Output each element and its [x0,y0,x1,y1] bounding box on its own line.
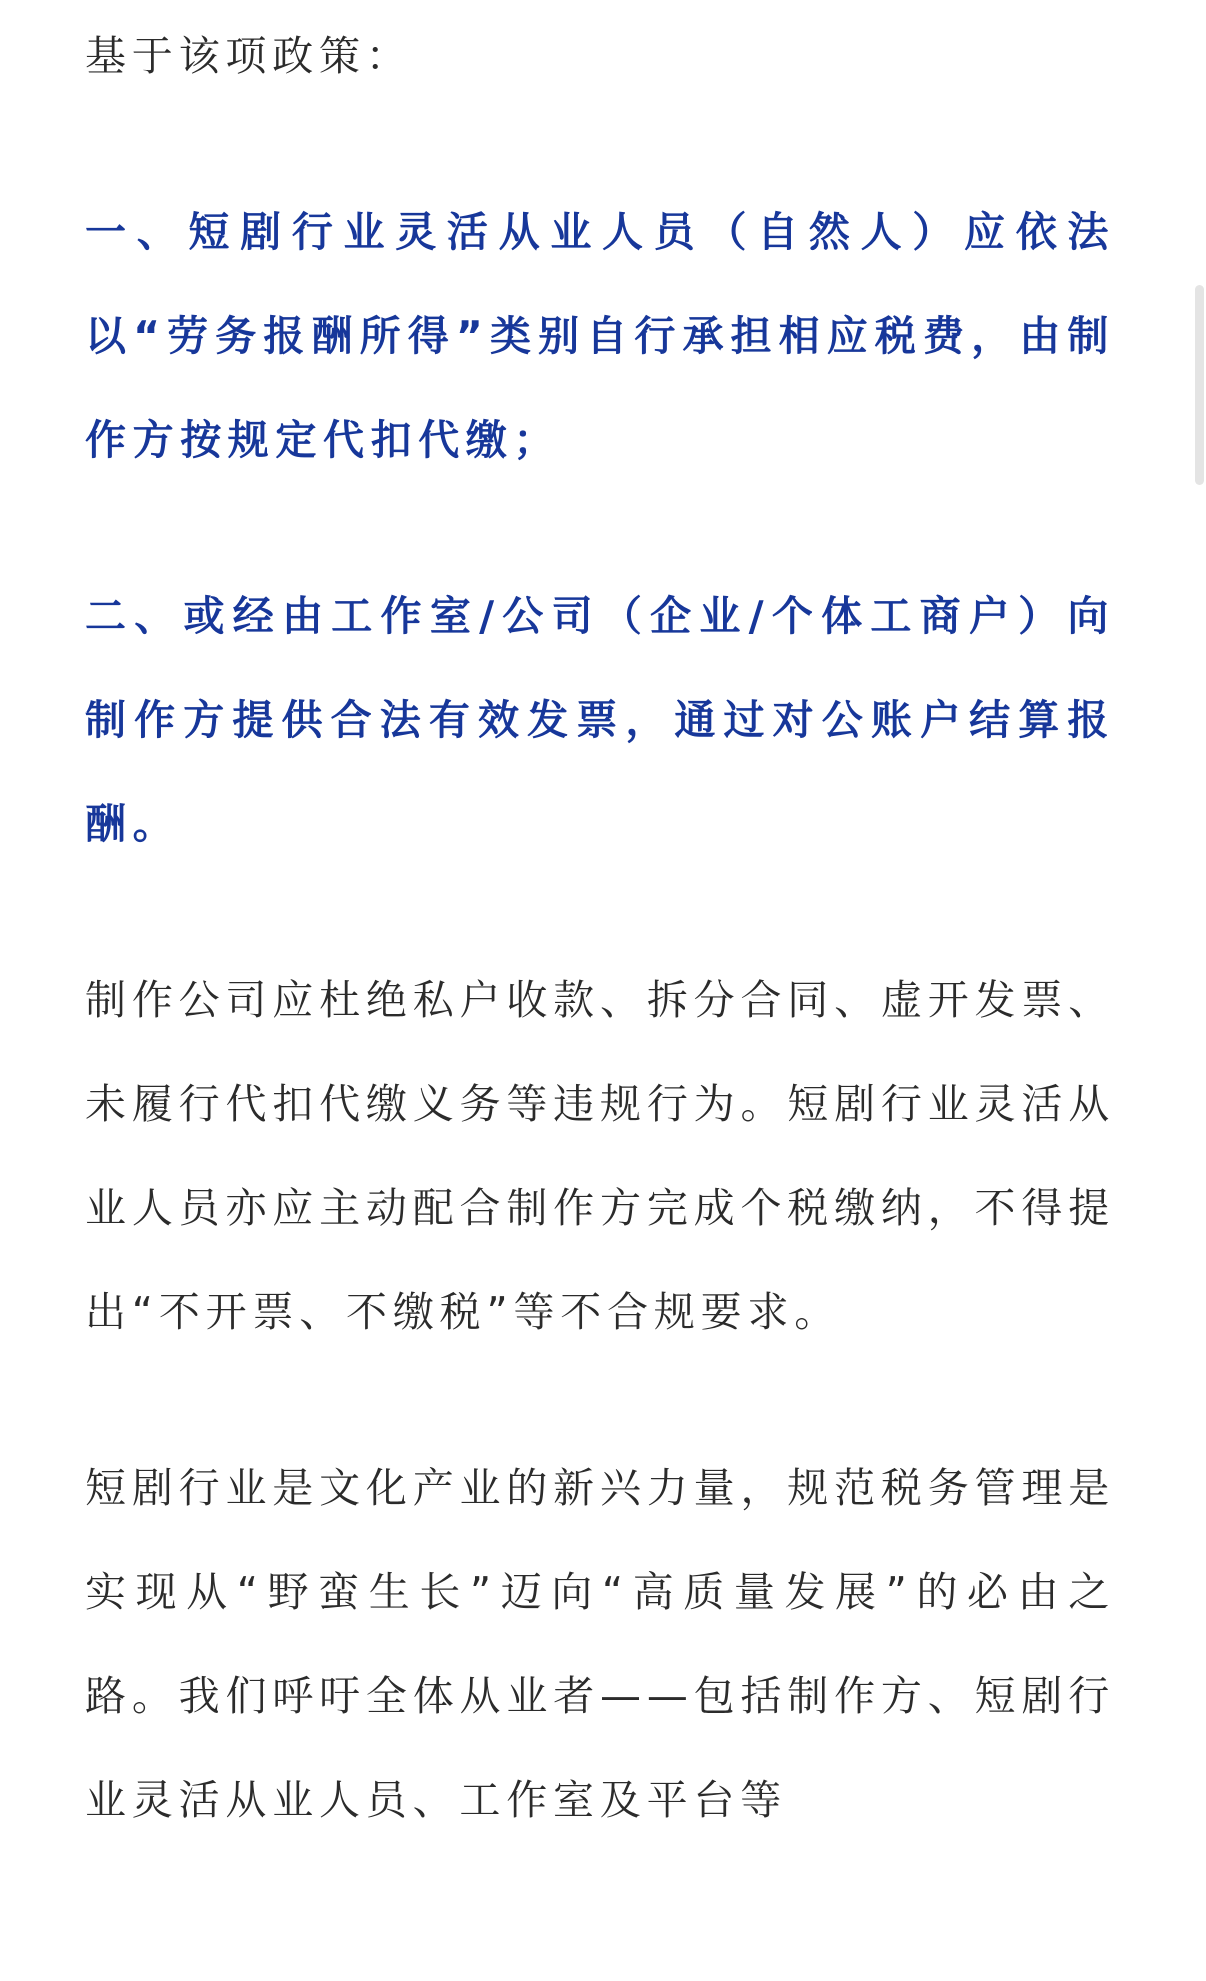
scrollbar-thumb[interactable] [1195,285,1204,485]
compliance-paragraph: 制作公司应杜绝私户收款、拆分合同、虚开发票、未履行代扣代缴义务等违规行为。短剧行业灵活从业人员亦应主动配合制作方完成个税缴纳，不得提出“不开票、不缴税”等不合规要求。 [85,976,1115,1336]
paragraph-gap [85,876,1115,948]
paragraph-gap [85,1364,1115,1436]
call-to-action-paragraph: 短剧行业是文化产业的新兴力量，规范税务管理是实现从“野蛮生长”迈向“高质量发展”的必由之路。我们呼吁全体从业者——包括制作方、短剧行业灵活从业人员、工作室及平台等 [85,1464,1115,1824]
policy-point-one: 一、短剧行业灵活从业人员（自然人）应依法以“劳务报酬所得”类别自行承担相应税费，由制作方按规定代扣代缴； [85,208,1115,464]
policy-point-two: 二、或经由工作室/公司（企业/个体工商户）向制作方提供合法有效发票，通过对公账户结算报酬。 [85,592,1115,848]
paragraph-gap [85,492,1115,564]
paragraph-gap [85,108,1115,180]
article-body [85,0,1115,1852]
intro-line: 基于该项政策： [85,32,413,80]
